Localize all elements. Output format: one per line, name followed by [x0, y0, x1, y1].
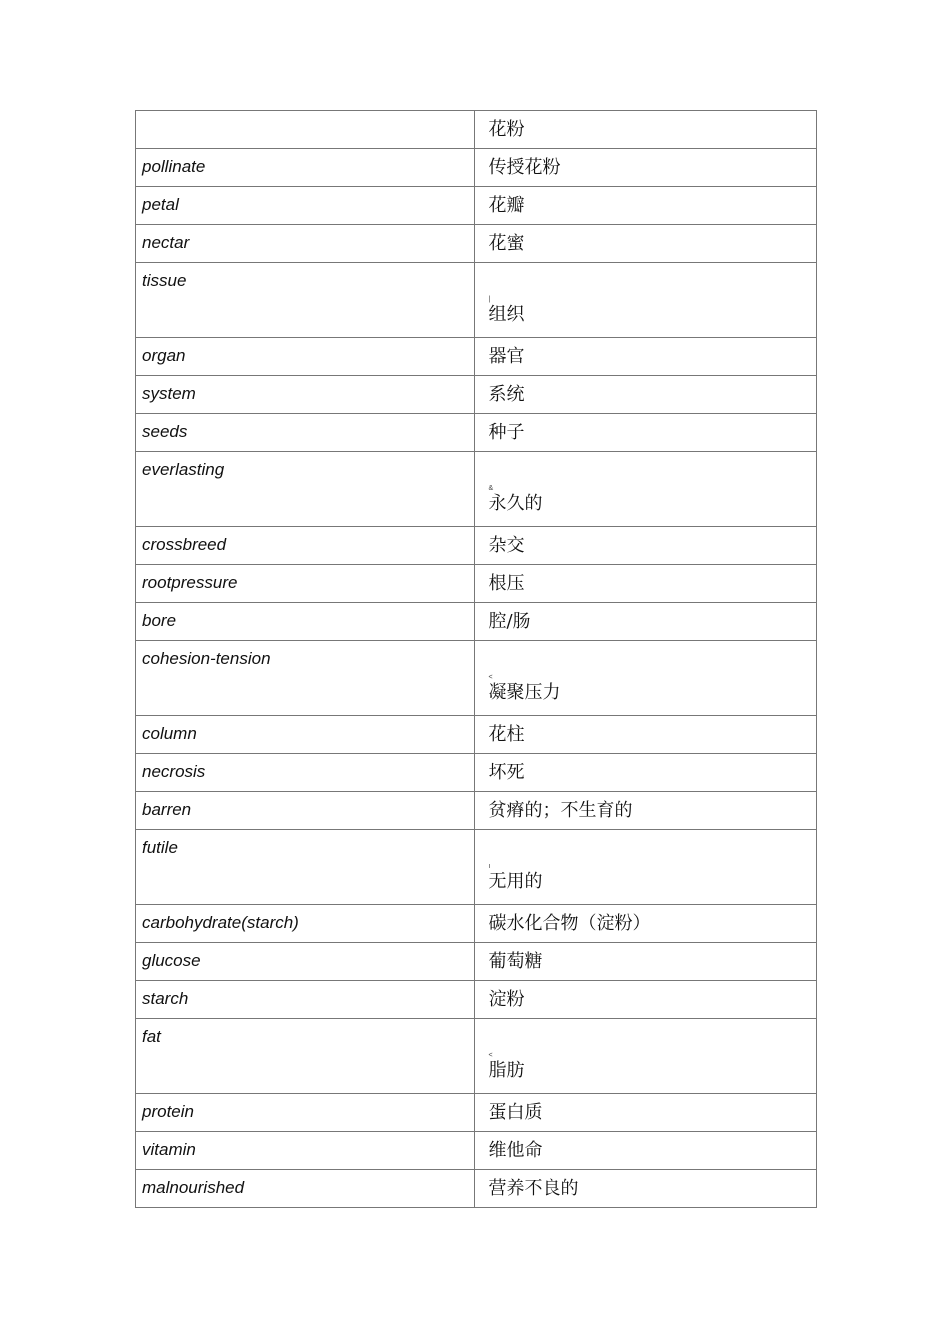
- chinese-translation-cell: [475, 1170, 817, 1208]
- table-row: [136, 830, 817, 905]
- chinese-translation: 根压: [488, 573, 525, 594]
- english-term: everlasting: [142, 460, 225, 479]
- english-term: column: [142, 724, 197, 743]
- chinese-translation-cell: [475, 830, 817, 905]
- table-row: [136, 111, 817, 149]
- table-row: [136, 187, 817, 225]
- chinese-translation: 组织: [488, 304, 525, 325]
- english-term-cell: [136, 754, 475, 792]
- english-term: glucose: [142, 951, 201, 970]
- table-row: [136, 263, 817, 338]
- chinese-translation: 葡萄糖: [488, 951, 543, 972]
- table-row: [136, 338, 817, 376]
- english-term: carbohydrate(starch): [142, 913, 299, 932]
- chinese-translation-cell: [475, 1094, 817, 1132]
- chinese-translation: 器官: [488, 346, 525, 367]
- chinese-translation-cell: [475, 225, 817, 263]
- english-term: malnourished: [142, 1178, 245, 1197]
- english-term: pollinate: [142, 157, 206, 176]
- chinese-translation-cell: [475, 905, 817, 943]
- chinese-translation: 无用的: [488, 871, 543, 892]
- english-term-cell: [136, 716, 475, 754]
- english-term-cell: [136, 641, 475, 716]
- english-term-cell: [136, 565, 475, 603]
- table-row: [136, 149, 817, 187]
- chinese-translation-cell: [475, 1132, 817, 1170]
- english-term: vitamin: [142, 1140, 196, 1159]
- chinese-translation-cell: [475, 792, 817, 830]
- chinese-translation-cell: [475, 263, 817, 338]
- chinese-translation-cell: [475, 338, 817, 376]
- chinese-translation-cell: [475, 527, 817, 565]
- english-term-cell: [136, 905, 475, 943]
- english-term-cell: [136, 111, 475, 149]
- chinese-translation: 淀粉: [488, 989, 525, 1010]
- english-term: crossbreed: [142, 535, 227, 554]
- chinese-translation-cell: [475, 716, 817, 754]
- chinese-translation: 凝聚压力: [488, 682, 561, 703]
- english-term: starch: [142, 989, 189, 1008]
- chinese-translation: 花柱: [488, 724, 525, 745]
- table-row: [136, 225, 817, 263]
- chinese-translation-cell: [475, 754, 817, 792]
- table-row: [136, 414, 817, 452]
- chinese-translation-cell: [475, 603, 817, 641]
- english-term: barren: [142, 800, 192, 819]
- stray-mark: <: [488, 674, 493, 681]
- table-row: [136, 1132, 817, 1170]
- chinese-translation: 蛋白质: [488, 1102, 543, 1123]
- english-term-cell: [136, 414, 475, 452]
- table-row: [136, 641, 817, 716]
- english-term-cell: [136, 263, 475, 338]
- chinese-translation: 维他命: [488, 1140, 543, 1161]
- chinese-translation-cell: [475, 187, 817, 225]
- table-row: [136, 981, 817, 1019]
- chinese-translation: 碳水化合物（淀粉）: [488, 913, 651, 934]
- english-term: system: [142, 384, 196, 403]
- english-term-cell: [136, 149, 475, 187]
- english-term-cell: [136, 792, 475, 830]
- chinese-translation: 杂交: [488, 535, 525, 556]
- english-term-cell: [136, 981, 475, 1019]
- chinese-translation: 营养不良的: [488, 1178, 579, 1199]
- chinese-translation: 腔/肠: [488, 611, 531, 632]
- english-term-cell: [136, 1094, 475, 1132]
- table-row: [136, 1019, 817, 1094]
- english-term: nectar: [142, 233, 190, 252]
- english-term: petal: [142, 195, 179, 214]
- table-row: [136, 905, 817, 943]
- table-row: [136, 376, 817, 414]
- english-term: organ: [142, 346, 186, 365]
- english-term-cell: [136, 338, 475, 376]
- english-term: fat: [142, 1027, 161, 1046]
- chinese-translation-cell: [475, 943, 817, 981]
- chinese-translation: 花蜜: [488, 233, 525, 254]
- chinese-translation: 坏死: [488, 762, 525, 783]
- english-term: futile: [142, 838, 178, 857]
- english-term: [136, 111, 474, 119]
- chinese-translation: 花粉: [488, 119, 525, 140]
- vocabulary-table: [135, 110, 817, 1208]
- table-row: [136, 1170, 817, 1208]
- chinese-translation: 传授花粉: [488, 157, 561, 178]
- chinese-translation-cell: [475, 414, 817, 452]
- english-term: rootpressure: [142, 573, 238, 592]
- english-term-cell: [136, 1132, 475, 1170]
- table-row: [136, 943, 817, 981]
- english-term-cell: [136, 187, 475, 225]
- english-term-cell: [136, 225, 475, 263]
- table-row: [136, 792, 817, 830]
- table-row: [136, 716, 817, 754]
- stray-mark: |: [488, 296, 491, 303]
- table-row: [136, 603, 817, 641]
- stray-mark: &: [488, 485, 494, 492]
- chinese-translation: 脂肪: [488, 1060, 525, 1081]
- chinese-translation: 贫瘠的；不生育的: [488, 800, 633, 821]
- table-row: [136, 452, 817, 527]
- chinese-translation-cell: [475, 1019, 817, 1094]
- english-term-cell: [136, 1170, 475, 1208]
- chinese-translation-cell: [475, 149, 817, 187]
- english-term-cell: [136, 603, 475, 641]
- chinese-translation: 种子: [488, 422, 525, 443]
- stray-mark: ı: [488, 863, 491, 870]
- english-term: protein: [142, 1102, 194, 1121]
- english-term-cell: [136, 376, 475, 414]
- table-row: [136, 527, 817, 565]
- english-term-cell: [136, 943, 475, 981]
- chinese-translation-cell: [475, 981, 817, 1019]
- english-term: seeds: [142, 422, 188, 441]
- english-term-cell: [136, 1019, 475, 1094]
- table-row: [136, 754, 817, 792]
- chinese-translation-cell: [475, 376, 817, 414]
- chinese-translation-cell: [475, 452, 817, 527]
- stray-mark: <: [488, 1052, 493, 1059]
- english-term: necrosis: [142, 762, 206, 781]
- table-row: [136, 1094, 817, 1132]
- english-term: bore: [142, 611, 177, 630]
- english-term-cell: [136, 830, 475, 905]
- table-row: [136, 565, 817, 603]
- chinese-translation: 系统: [488, 384, 525, 405]
- chinese-translation-cell: [475, 641, 817, 716]
- chinese-translation: 花瓣: [488, 195, 525, 216]
- chinese-translation: 永久的: [488, 493, 543, 514]
- chinese-translation-cell: [475, 565, 817, 603]
- english-term: cohesion-tension: [142, 649, 271, 668]
- english-term-cell: [136, 527, 475, 565]
- english-term-cell: [136, 452, 475, 527]
- vocabulary-table-body: [136, 111, 817, 1208]
- chinese-translation-cell: [475, 111, 817, 149]
- english-term: tissue: [142, 271, 187, 290]
